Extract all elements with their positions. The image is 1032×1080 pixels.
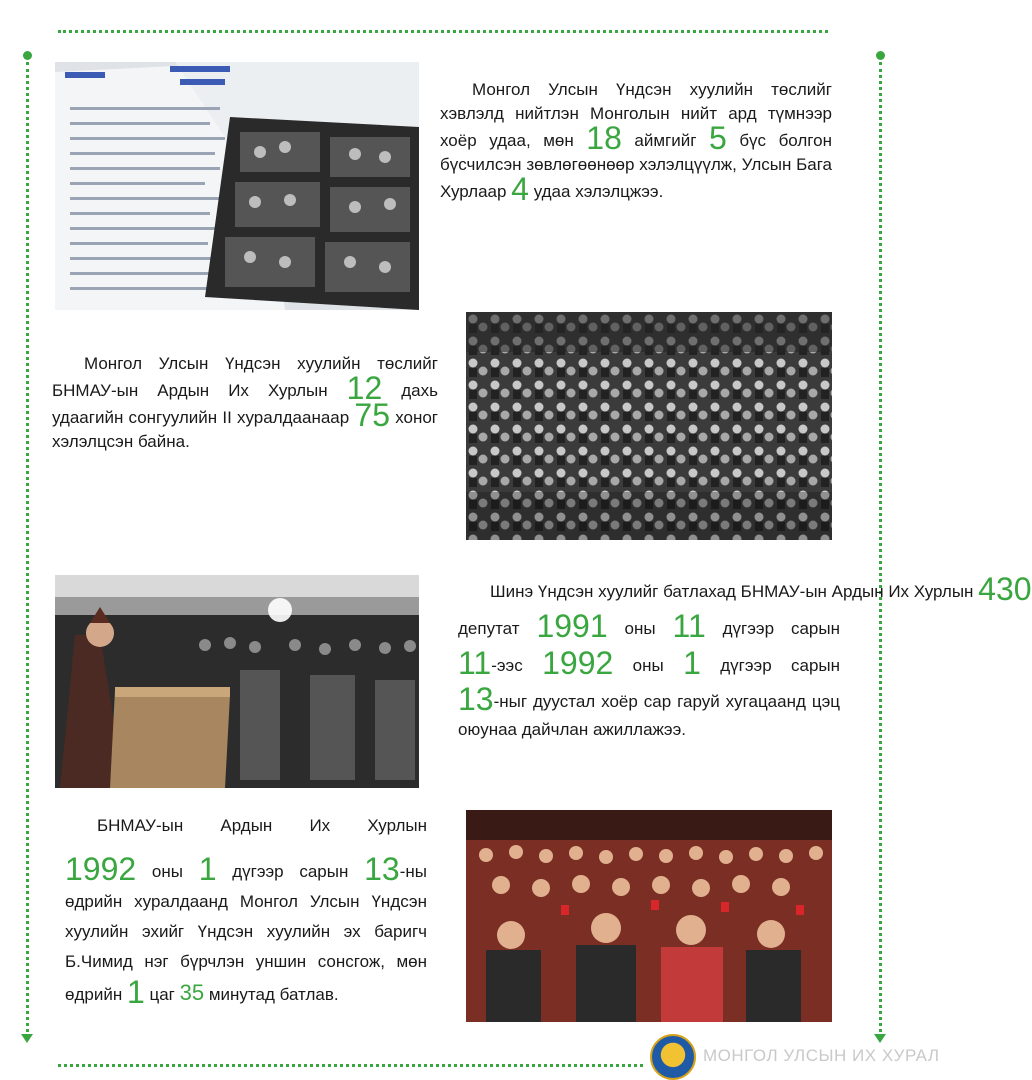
footer-organization: МОНГОЛ УЛСЫН ИХ ХУРАЛ <box>703 1046 940 1065</box>
block4-text-a: БНМАУ-ын Ардын Их Хурлын <box>97 816 427 835</box>
block3-word-deputat: депутат <box>458 619 520 638</box>
block3-word-month-2: дүгээр сарын <box>720 656 841 675</box>
block4-number-35: 35 <box>179 980 205 1005</box>
block3-word-ees: -ээс <box>491 656 523 675</box>
block1-text-c: бүс болгон бүсчилсэн зөвлөгөөнөөр хэлэлцүүлж, Улсын Бага Хурлаар <box>440 131 832 201</box>
block2-number-75: 75 <box>354 397 390 433</box>
block2-number-12: 12 <box>346 370 383 406</box>
block3-word-ony-2: оны <box>632 656 664 675</box>
right-border-cap <box>876 51 885 60</box>
block4-number-1a: 1 <box>198 851 217 887</box>
photo-draft-documents <box>55 62 419 310</box>
block4-word-tsag: цаг <box>149 985 175 1004</box>
block3-number-11b: 11 <box>458 645 492 681</box>
bottom-dotted-border <box>58 1064 643 1067</box>
block2-text-a: Монгол Улсын Үндсэн хуулийн төслийг БНМАУ-ын Ардын Их Хурлын <box>52 354 438 400</box>
block2-text-b: дахь удаагийн сонгуулийн II хуралдаанаар <box>52 381 438 427</box>
block3-line-1 <box>458 571 1032 609</box>
block1-number-5: 5 <box>708 120 727 156</box>
block3-word-month-1: дүгээр сарын <box>722 619 840 638</box>
text-block-4 <box>65 812 427 1010</box>
block3-number-430: 430 <box>978 571 1032 607</box>
block1-text-a: Монгол Улсын Үндсэн хуулийн төслийг хэвлэлд нийтлэн Монголын нийт ард түмнээр хоёр удаа, мөн <box>440 80 832 150</box>
photo-deputies-voting <box>466 810 832 1022</box>
block3-text-a: Шинэ Үндсэн хуулийг батлахад БНМАУ-ын Ардын Их Хурлын <box>490 582 974 601</box>
block3-text-end: -ныг дуустал хоёр сар гаруй хугацаанд цэц оюунаа дайчлан ажиллажээ. <box>458 692 840 739</box>
top-dotted-border <box>58 30 828 33</box>
right-border-arrow-icon <box>874 1034 886 1043</box>
block3-number-1992: 1992 <box>542 645 614 681</box>
block4-number-1992: 1992 <box>65 851 137 887</box>
block3-number-1991: 1991 <box>536 608 608 644</box>
photo-assembly-hall <box>466 312 832 540</box>
block3-line-3 <box>458 646 840 683</box>
block3-number-11a: 11 <box>672 608 706 644</box>
left-border-cap <box>23 51 32 60</box>
block1-number-18: 18 <box>586 120 622 156</box>
block4-word-month: дүгээр сарын <box>232 862 349 881</box>
block3-number-13: 13 <box>458 681 494 717</box>
parliament-emblem-icon <box>650 1034 696 1080</box>
text-block-1 <box>440 78 832 207</box>
text-block-2 <box>52 352 438 454</box>
block4-word-ony: оны <box>151 862 183 881</box>
left-dotted-border <box>26 62 29 1032</box>
block1-text-b: аймгийг <box>634 131 697 150</box>
photo-podium-speech <box>55 575 419 788</box>
right-dotted-border <box>879 62 882 1032</box>
block4-line-1 <box>65 812 427 840</box>
block4-text-end: минутад батлав. <box>208 985 339 1004</box>
block4-number-13: 13 <box>364 851 400 887</box>
text-block-3 <box>458 571 1032 744</box>
block2-text-c: хоног хэлэлцсэн байна. <box>52 408 438 451</box>
block4-text-b: -ны өдрийн хуралдаанд Монгол Улсын Үндсэн хуулийн эхийг Үндсэн хуулийн эх баригч Б.Чимид нэг бүрчлэн уншин сонсгож, мөн өдрийн <box>65 862 427 1004</box>
block3-number-1: 1 <box>683 645 701 681</box>
block3-word-ony-1: оны <box>624 619 656 638</box>
block1-text-d: удаа хэлэлцжээ. <box>533 182 664 201</box>
block4-number-1b: 1 <box>126 974 145 1010</box>
block1-number-4: 4 <box>511 171 529 207</box>
left-border-arrow-icon <box>21 1034 33 1043</box>
block3-line-2 <box>458 609 840 646</box>
